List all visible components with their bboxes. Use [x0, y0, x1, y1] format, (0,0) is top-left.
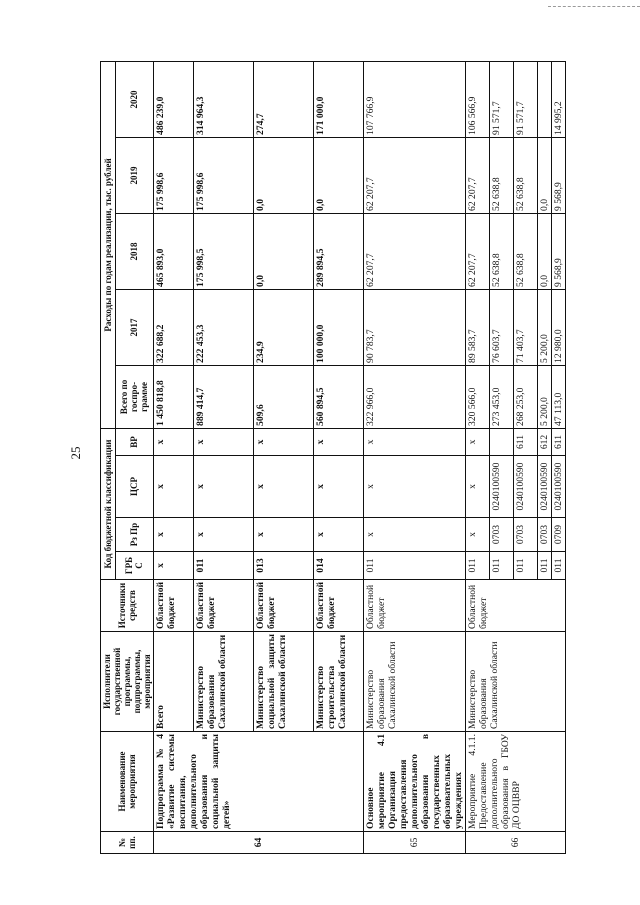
header-num: № пп. [101, 832, 154, 854]
total-cell: 273 453,0 [490, 365, 514, 428]
y2019-cell: 175 998,6 [194, 137, 254, 213]
executor-cell: Министерство образования Сахалинской области [194, 632, 254, 732]
y2019-cell: 0,0 [314, 137, 364, 213]
y2017-cell: 322 688,2 [154, 289, 194, 365]
source-cell: Областной бюджет [154, 580, 194, 632]
y2018-cell: 289 894,5 [314, 213, 364, 289]
budget-table-container [100, 62, 564, 854]
rzpr-cell: х [466, 518, 490, 552]
csr-cell: х [154, 456, 194, 518]
header-budget-code: Код бюджетной классификации [101, 428, 116, 579]
csr-cell: х [364, 456, 466, 518]
grbs-cell: 011 [514, 552, 538, 580]
y2018-cell: 52 638,8 [514, 213, 538, 289]
executor-cell: Министерство образования Сахалинской области [466, 632, 566, 732]
y2019-cell: 52 638,8 [490, 137, 514, 213]
source-cell: Областной бюджет [194, 580, 254, 632]
y2018-cell: 465 893,0 [154, 213, 194, 289]
y2020-cell: 314 964,3 [194, 61, 254, 137]
y2018-cell: 62 207,7 [364, 213, 466, 289]
total-cell: 509,6 [254, 365, 314, 428]
y2018-cell: 52 638,8 [490, 213, 514, 289]
rzpr-cell: 0709 [552, 518, 566, 552]
total-cell: 47 113,0 [552, 365, 566, 428]
y2017-cell: 100 000,0 [314, 289, 364, 365]
csr-cell: 0240100590 [552, 456, 566, 518]
y2020-cell: 91 571,7 [490, 61, 514, 137]
vr-cell: х [314, 428, 364, 455]
y2020-cell: 106 566,9 [466, 61, 490, 137]
top-dashed-rule [548, 6, 640, 7]
rzpr-cell: х [314, 518, 364, 552]
header-2020: 2020 [115, 61, 153, 137]
header-2018: 2018 [115, 213, 153, 289]
source-cell: Областной бюджет [254, 580, 314, 632]
grbs-cell: 013 [254, 552, 314, 580]
y2018-cell: 175 998,5 [194, 213, 254, 289]
total-cell: 889 414,7 [194, 365, 254, 428]
y2020-cell: 107 766,9 [364, 61, 466, 137]
measure-name: Мероприятие 4.1.1. Предоставление дополнительного образования в ГБОУ ДО ОЦВВР [466, 732, 566, 832]
vr-cell: 612 [538, 428, 552, 455]
header-total: Всего по госпро-грамме [115, 365, 153, 428]
rzpr-cell: х [364, 518, 466, 552]
total-cell: 320 566,0 [466, 365, 490, 428]
grbs-cell: 011 [194, 552, 254, 580]
y2017-cell: 12 980,0 [552, 289, 566, 365]
vr-cell: х [466, 428, 490, 455]
csr-cell: 0240100590 [514, 456, 538, 518]
y2019-cell: 62 207,7 [466, 137, 490, 213]
executor-cell: Всего [154, 632, 194, 732]
header-executor: Исполнители государственной программы, подпрограммы, мероприятия [101, 632, 154, 732]
y2020-cell: 274,7 [254, 61, 314, 137]
grbs-cell: 014 [314, 552, 364, 580]
vr-cell: 611 [514, 428, 538, 455]
row-number: 66 [466, 832, 566, 854]
table-row [154, 61, 194, 853]
source-cell: Областной бюджет [314, 580, 364, 632]
vr-cell: х [364, 428, 466, 455]
csr-cell: 0240100590 [490, 456, 514, 518]
y2018-cell: 62 207,7 [466, 213, 490, 289]
y2019-cell: 0,0 [254, 137, 314, 213]
y2020-cell [538, 61, 552, 137]
rzpr-cell: 0703 [490, 518, 514, 552]
y2018-cell: 0,0 [254, 213, 314, 289]
measure-name: Основное мероприятие 4.1 Организация предоставления дополнительного образования в государственных образовательных учреждениях [364, 732, 466, 832]
y2020-cell: 14 995,2 [552, 61, 566, 137]
y2017-cell: 71 403,7 [514, 289, 538, 365]
grbs-cell: 011 [538, 552, 552, 580]
csr-cell: 0240100590 [538, 456, 552, 518]
rzpr-cell: х [254, 518, 314, 552]
csr-cell: х [254, 456, 314, 518]
row-number: 64 [154, 832, 364, 854]
source-cell: Областной бюджет [364, 580, 466, 632]
total-cell: 268 253,0 [514, 365, 538, 428]
measure-name: Подпрограмма № 4 «Развитие системы воспитания, дополнительного образования и социальной защиты детей» [154, 732, 364, 832]
header-2019: 2019 [115, 137, 153, 213]
y2020-cell: 486 239,0 [154, 61, 194, 137]
rzpr-cell: 0703 [514, 518, 538, 552]
total-cell: 322 966,0 [364, 365, 466, 428]
csr-cell: х [314, 456, 364, 518]
header-vr: ВР [115, 428, 153, 455]
budget-table [100, 61, 566, 854]
row-number: 65 [364, 832, 466, 854]
executor-cell: Министерство образования Сахалинской области [364, 632, 466, 732]
header-expenses: Расходы по годам реализации, тыс. рублей [101, 61, 116, 428]
rotated-page-content [100, 62, 564, 854]
y2017-cell: 234,9 [254, 289, 314, 365]
total-cell: 5 200,0 [538, 365, 552, 428]
grbs-cell: 011 [552, 552, 566, 580]
grbs-cell: х [154, 552, 194, 580]
y2018-cell: 9 568,9 [552, 213, 566, 289]
grbs-cell: 011 [466, 552, 490, 580]
header-rzpr: Рз Пр [115, 518, 153, 552]
source-cell: Областной бюджет [466, 580, 566, 632]
y2017-cell: 90 783,7 [364, 289, 466, 365]
vr-cell: х [194, 428, 254, 455]
total-cell: 1 450 818,8 [154, 365, 194, 428]
y2020-cell: 91 571,7 [514, 61, 538, 137]
y2018-cell: 0,0 [538, 213, 552, 289]
vr-cell [490, 428, 514, 455]
vr-cell: х [254, 428, 314, 455]
y2017-cell: 222 453,3 [194, 289, 254, 365]
y2017-cell: 89 583,7 [466, 289, 490, 365]
header-2017: 2017 [115, 289, 153, 365]
rzpr-cell: 0703 [538, 518, 552, 552]
y2020-cell: 171 000,0 [314, 61, 364, 137]
y2019-cell: 175 998,6 [154, 137, 194, 213]
y2017-cell: 76 603,7 [490, 289, 514, 365]
total-cell: 560 894,5 [314, 365, 364, 428]
executor-cell: Министерство социальной защиты Сахалинской области [254, 632, 314, 732]
rzpr-cell: х [154, 518, 194, 552]
csr-cell: х [466, 456, 490, 518]
vr-cell: х [154, 428, 194, 455]
grbs-cell: 011 [364, 552, 466, 580]
header-name: Наименование мероприятия [101, 732, 154, 832]
header-csr: ЦСР [115, 456, 153, 518]
header-grbs: ГРБ С [115, 552, 153, 580]
header-source: Источники средств [101, 580, 154, 632]
y2019-cell: 9 568,9 [552, 137, 566, 213]
y2019-cell: 52 638,8 [514, 137, 538, 213]
y2017-cell: 5 200,0 [538, 289, 552, 365]
y2019-cell: 0,0 [538, 137, 552, 213]
y2019-cell: 62 207,7 [364, 137, 466, 213]
table-row [364, 61, 466, 853]
rzpr-cell: х [194, 518, 254, 552]
page-number: 25 [68, 446, 83, 460]
csr-cell: х [194, 456, 254, 518]
executor-cell: Министерство строительства Сахалинской области [314, 632, 364, 732]
grbs-cell: 011 [490, 552, 514, 580]
vr-cell: 611 [552, 428, 566, 455]
table-row [466, 61, 490, 853]
